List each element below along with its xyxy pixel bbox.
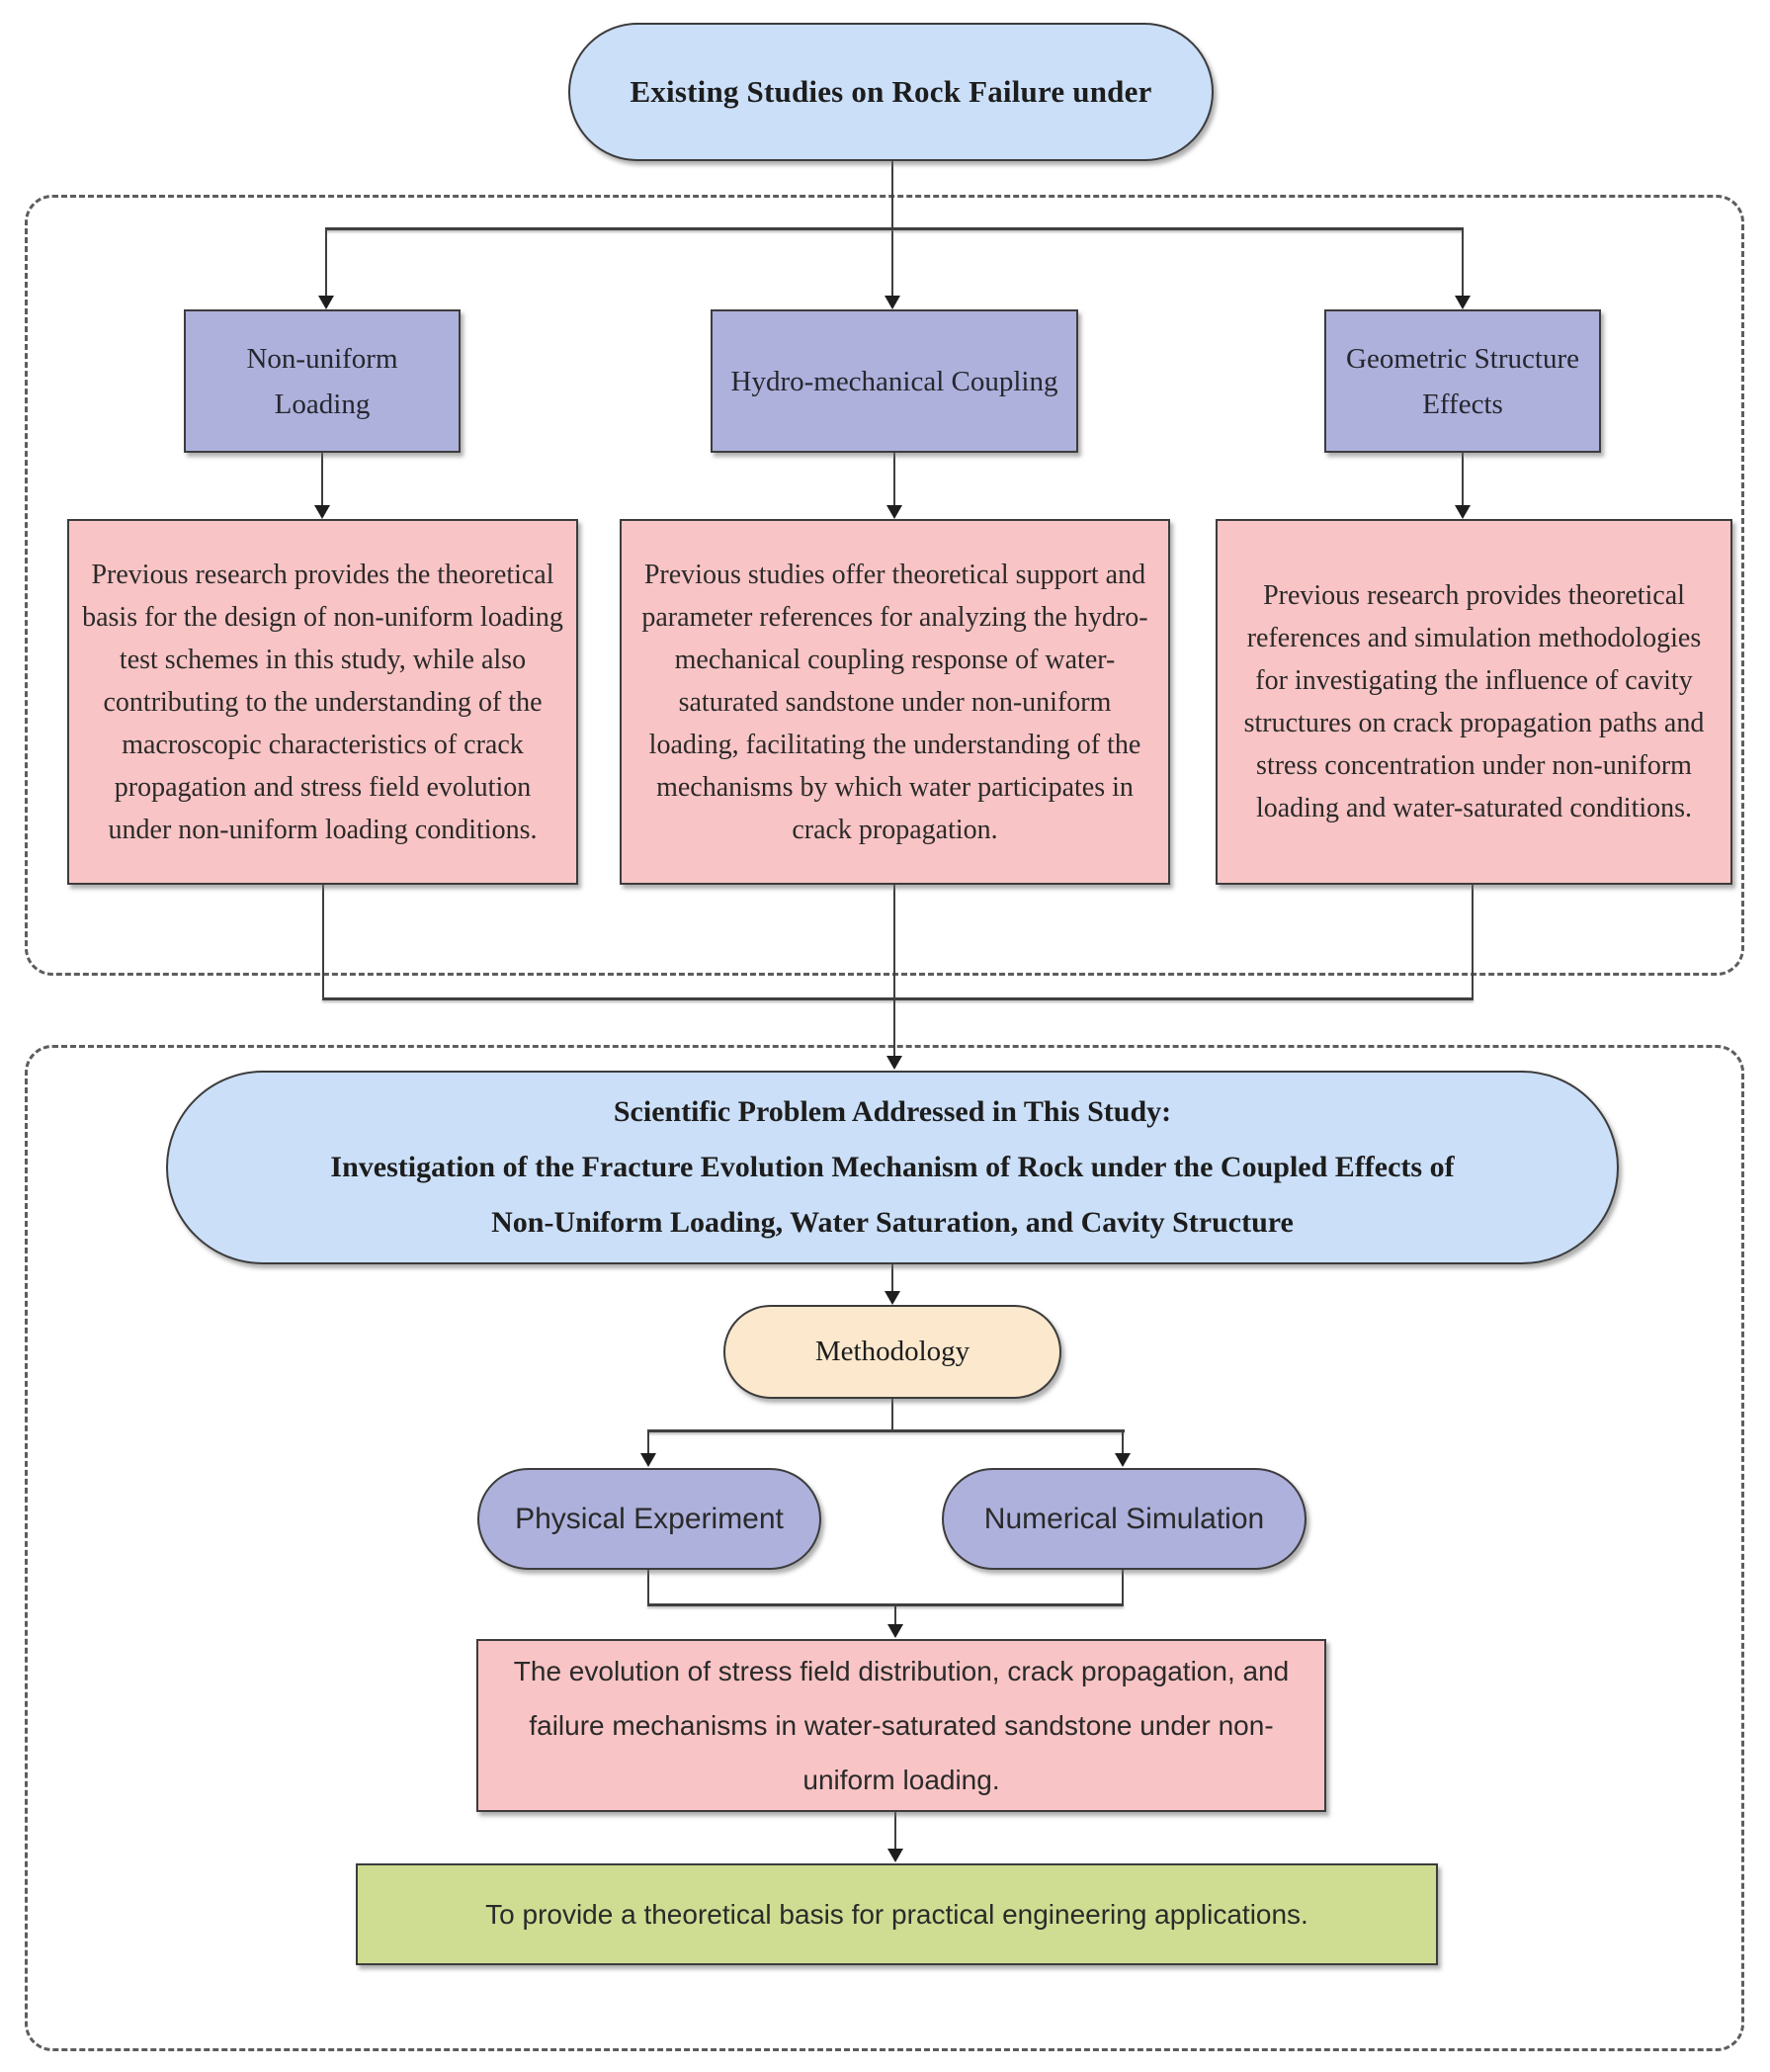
connector-line [647,1429,649,1456]
connector-line [1472,884,1474,999]
connector-bus [326,227,1464,230]
node-outcome [476,1639,1326,1812]
connector-line [891,1263,893,1294]
node-existing-studies-label: Existing Studies on Rock Failure under [630,74,1152,109]
node-topic-hydro-mechanical-coupling [711,309,1078,453]
arrowhead-down [1115,1453,1131,1467]
description-text: Previous research provides the theoretical basis for the design of non-uniform loading test schemes in this study, while also contributing to the understanding of the macroscopic characteristics of crack propagation and stress field evolution under non-uniform loading conditions. [82,559,563,845]
node-description-geometric-structure-effects [1216,519,1732,885]
arrowhead-down [887,1849,903,1862]
arrowhead-down [1455,296,1471,309]
method-label: Physical Experiment [515,1502,784,1535]
problem-line-1: Scientific Problem Addressed in This Study: [613,1095,1172,1128]
connector-line [893,452,895,507]
node-topic-non-uniform-loading [184,309,461,453]
arrowhead-down [318,296,334,309]
connector-line [325,227,327,297]
node-physical-experiment [477,1468,821,1570]
arrowhead-down [885,1291,900,1305]
node-description-non-uniform-loading [67,519,578,885]
node-scientific-problem [166,1071,1619,1264]
arrowhead-down [1455,505,1471,519]
arrowhead-down [887,1624,903,1638]
problem-line-3: Non-Uniform Loading, Water Saturation, and Cavity Structure [491,1206,1294,1239]
outcome-text: The evolution of stress field distribution, crack propagation, and failure mechanisms in water-saturated sandstone under non-uniform loading. [513,1656,1290,1795]
node-existing-studies [568,23,1214,161]
connector-line [647,1569,649,1606]
arrowhead-down [314,505,330,519]
topic-label: Geometric Structure Effects [1346,342,1579,420]
arrowhead-down [885,296,900,309]
connector-line [321,452,323,507]
node-goal [356,1863,1438,1965]
connector-line [1462,452,1464,507]
goal-text: To provide a theoretical basis for practical engineering applications. [485,1898,1308,1930]
topic-label: Non-uniform Loading [246,342,398,420]
connector-bus [322,997,1474,1000]
connector-line [893,884,895,1058]
problem-line-2: Investigation of the Fracture Evolution Mechanism of Rock under the Coupled Effects of [330,1151,1455,1183]
description-text: Previous studies offer theoretical support and parameter references for analyzing the hydro-mechanical coupling response of water-saturated sandstone under non-uniform loading, facilitating the understanding of the mechanisms by which water participates in crack propagation. [641,559,1148,845]
connector-bus [647,1603,1124,1606]
connector-line [1122,1569,1124,1606]
arrowhead-down [886,1056,902,1070]
connector-bus [648,1429,1125,1432]
node-topic-geometric-structure-effects [1324,309,1601,453]
node-description-hydro-mechanical-coupling [620,519,1170,885]
arrowhead-down [640,1453,656,1467]
methodology-label: Methodology [814,1336,970,1367]
connector-line [1122,1429,1124,1456]
method-label: Numerical Simulation [983,1502,1265,1535]
node-methodology [723,1305,1061,1399]
node-numerical-simulation [942,1468,1306,1570]
connector-line [894,1811,896,1852]
description-text: Previous research provides theoretical references and simulation methodologies for investigating the influence of cavity structures on crack propagation paths and stress concentration under non-uniform loading and water-saturated conditions. [1243,580,1705,823]
topic-label: Hydro-mechanical Coupling [730,365,1058,397]
connector-line [1462,227,1464,297]
connector-line [891,1398,893,1431]
arrowhead-down [886,505,902,519]
connector-line [322,884,324,999]
